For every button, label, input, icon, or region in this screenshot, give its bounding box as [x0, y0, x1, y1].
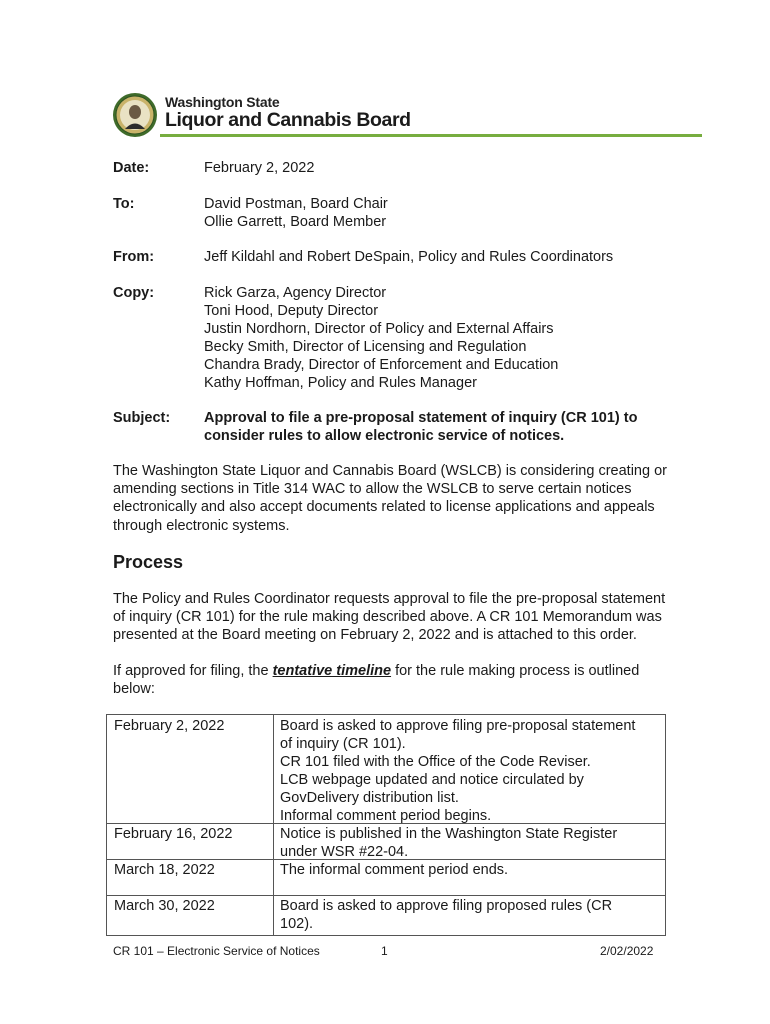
copy-label: Copy:	[113, 285, 155, 301]
footer-title: CR 101 – Electronic Service of Notices	[113, 944, 320, 958]
copy-value	[204, 284, 684, 392]
timeline-table	[106, 714, 666, 936]
tentative-timeline-emphasis: tentative timeline	[272, 663, 392, 679]
to-value	[204, 195, 684, 231]
event-line: of inquiry (CR 101).	[280, 736, 406, 752]
copy-line: Rick Garza, Agency Director	[204, 285, 387, 301]
timeline-intro-text: If approved for filing, the	[113, 663, 273, 679]
subject-label: Subject:	[113, 410, 171, 426]
event-line: GovDelivery distribution list.	[280, 790, 459, 806]
copy-line: Chandra Brady, Director of Enforcement and Education	[204, 357, 559, 373]
process-line: of inquiry (CR 101) for the rule making described above. A CR 101 Memorandum was	[113, 609, 662, 626]
process-line: The Policy and Rules Coordinator requests approval to file the pre-proposal statement	[113, 591, 666, 607]
table-event-cell	[280, 717, 660, 825]
state-seal-icon	[112, 92, 158, 138]
table-event-cell	[280, 861, 660, 879]
subject-line: Approval to file a pre-proposal statement of inquiry (CR 101) to	[204, 410, 638, 426]
date-label: Date:	[113, 160, 150, 176]
event-line: Board is asked to approve filing pre-proposal statement	[280, 718, 636, 734]
subject-value	[204, 409, 674, 445]
intro-line: The Washington State Liquor and Cannabis Board (WSLCB) is considering creating or	[113, 463, 667, 479]
event-line: Informal comment period begins.	[280, 808, 492, 824]
date-value: February 2, 2022	[204, 160, 315, 176]
intro-paragraph	[113, 462, 703, 535]
event-line: under WSR #22-04.	[280, 844, 409, 860]
table-date-cell: March 30, 2022	[114, 898, 215, 914]
event-line: Board is asked to approve filing proposed rules (CR	[280, 898, 613, 914]
intro-line: electronically and also accept documents related to license applications and appeals	[113, 499, 655, 516]
table-date-cell: March 18, 2022	[114, 862, 215, 878]
process-paragraph	[113, 590, 703, 645]
table-event-cell	[280, 897, 660, 933]
letterhead-rule	[160, 134, 702, 137]
table-event-cell	[280, 825, 660, 861]
table-date-cell: February 2, 2022	[114, 718, 225, 734]
to-line: Ollie Garrett, Board Member	[204, 214, 387, 230]
footer-date: 2/02/2022	[600, 944, 654, 958]
table-date-cell: February 16, 2022	[114, 826, 233, 842]
letterhead-line1: Washington State	[165, 94, 280, 110]
event-line: CR 101 filed with the Office of the Code Reviser.	[280, 754, 591, 770]
process-line: presented at the Board meeting on February 2, 2022 and is attached to this order.	[113, 627, 637, 644]
copy-line: Justin Nordhorn, Director of Policy and External Affairs	[204, 321, 554, 337]
footer-page-number: 1	[381, 944, 388, 958]
letterhead	[112, 90, 702, 138]
copy-line: Becky Smith, Director of Licensing and Regulation	[204, 339, 527, 355]
copy-line: Kathy Hoffman, Policy and Rules Manager	[204, 375, 477, 391]
timeline-intro-line2: below:	[113, 681, 155, 698]
timeline-intro	[113, 662, 703, 698]
from-label: From:	[113, 249, 155, 265]
event-line: The informal comment period ends.	[280, 862, 509, 878]
event-line: 102).	[280, 916, 314, 932]
intro-line: amending sections in Title 314 WAC to allow the WSLCB to serve certain notices	[113, 481, 632, 498]
event-line: Notice is published in the Washington State Register	[280, 826, 618, 842]
table-row-divider	[107, 895, 665, 896]
intro-line: through electronic systems.	[113, 517, 290, 534]
from-value: Jeff Kildahl and Robert DeSpain, Policy and Rules Coordinators	[204, 249, 614, 265]
subject-line: consider rules to allow electronic service of notices.	[204, 428, 565, 444]
event-line: LCB webpage updated and notice circulated by	[280, 772, 584, 788]
copy-line: Toni Hood, Deputy Director	[204, 303, 379, 319]
table-column-divider	[273, 715, 274, 935]
to-line: David Postman, Board Chair	[204, 196, 388, 212]
process-heading: Process	[113, 552, 184, 572]
letterhead-line2: Liquor and Cannabis Board	[165, 109, 411, 131]
timeline-intro-text: for the rule making process is outlined	[391, 663, 640, 679]
to-label: To:	[113, 196, 135, 212]
